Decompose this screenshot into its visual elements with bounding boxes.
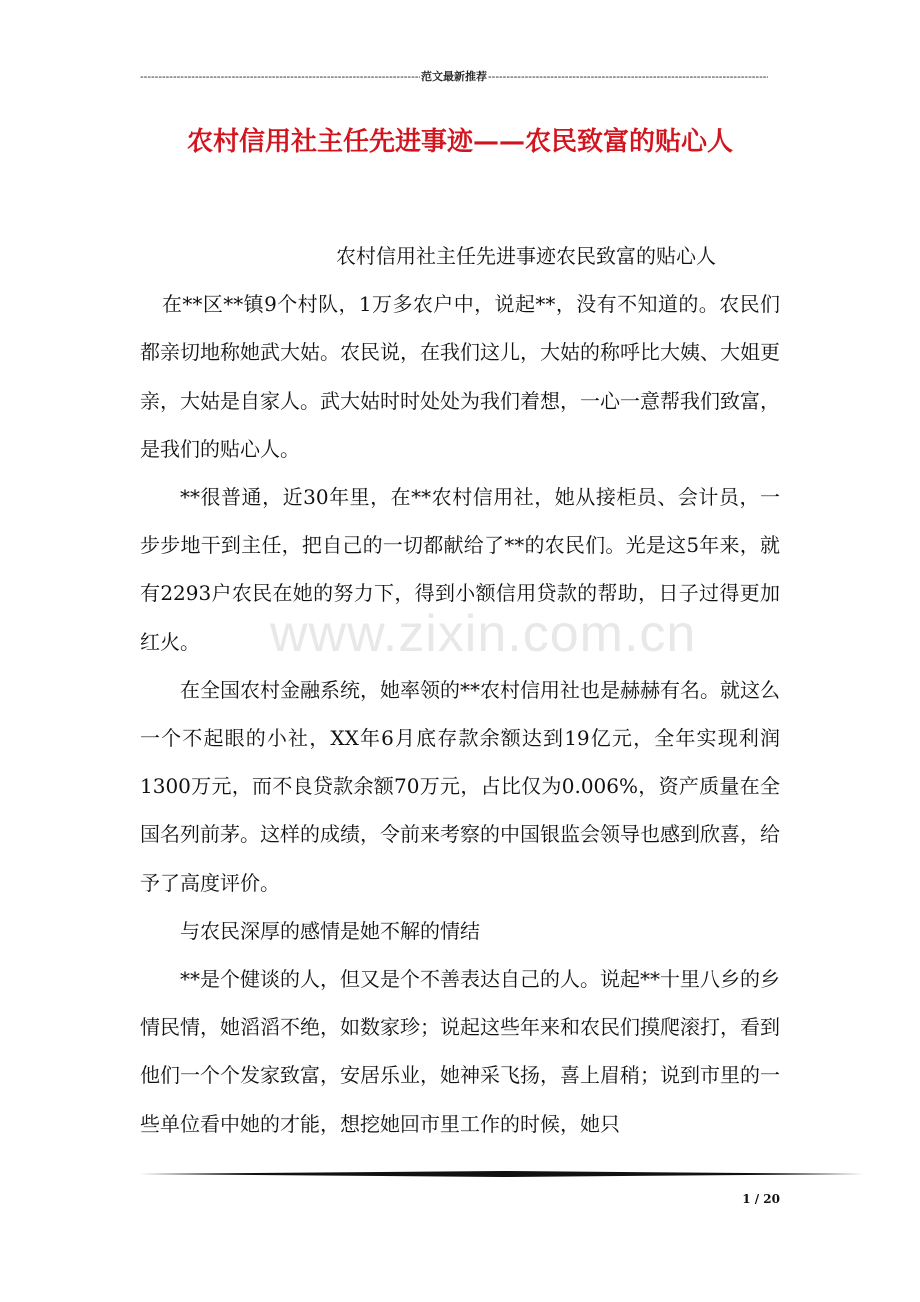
- header-banner: [140, 68, 768, 86]
- paragraph-3: 在全国农村金融系统，她率领的**农村信用社也是赫赫有名。就这么一个不起眼的小社，XX年6月底存款余额达到19亿元，全年实现利润1300万元，而不良贷款余额70万元，占比仅为0.006%，资产质量在全国名列前茅。这样的成绩，令前来考察的中国银监会领导也感到欣喜，给予了高度评价。: [140, 677, 780, 895]
- header-label: 范文最新推荐: [421, 71, 487, 83]
- header-dash-left: [140, 68, 420, 86]
- paragraph-1: 在**区**镇9个村队，1万多农户中，说起**，没有不知道的。农民们都亲切地称她武大姑。农民说，在我们这儿，大姑的称呼比大姨、大姐更亲，大姑是自家人。武大姑时时处处为我们着想，一心一意帮我们致富，是我们的贴心人。: [140, 292, 780, 461]
- document-subtitle: 农村信用社主任先进事迹农民致富的贴心人: [336, 244, 716, 268]
- document-title: 农村信用社主任先进事迹——农民致富的贴心人: [186, 127, 733, 157]
- document-body: [140, 232, 780, 1148]
- footer-rule: [140, 1171, 864, 1177]
- header-dash-right: [488, 68, 768, 86]
- paragraph-4: **是个健谈的人，但又是个不善表达自己的人。说起**十里八乡的乡情民情，她滔滔不绝，如数家珍；说起这些年来和农民们摸爬滚打，看到他们一个个发家致富，安居乐业，她神采飞扬，喜上眉稍；说到市里的一些单位看中她的才能，想挖她回市里工作的时候，她只: [140, 967, 780, 1136]
- page-number: 1 / 20: [742, 1192, 780, 1206]
- paragraph-2: **很普通，近30年里，在**农村信用社，她从接柜员、会计员，一步步地干到主任，把自己的一切都献给了**的农民们。光是这5年来，就有2293户农民在她的努力下，得到小额信用贷款的帮助，日子过得更加红火。: [140, 485, 780, 654]
- section-heading: 与农民深厚的感情是她不解的情结: [180, 918, 480, 943]
- watermark: www.zixin.com.cn: [270, 605, 697, 663]
